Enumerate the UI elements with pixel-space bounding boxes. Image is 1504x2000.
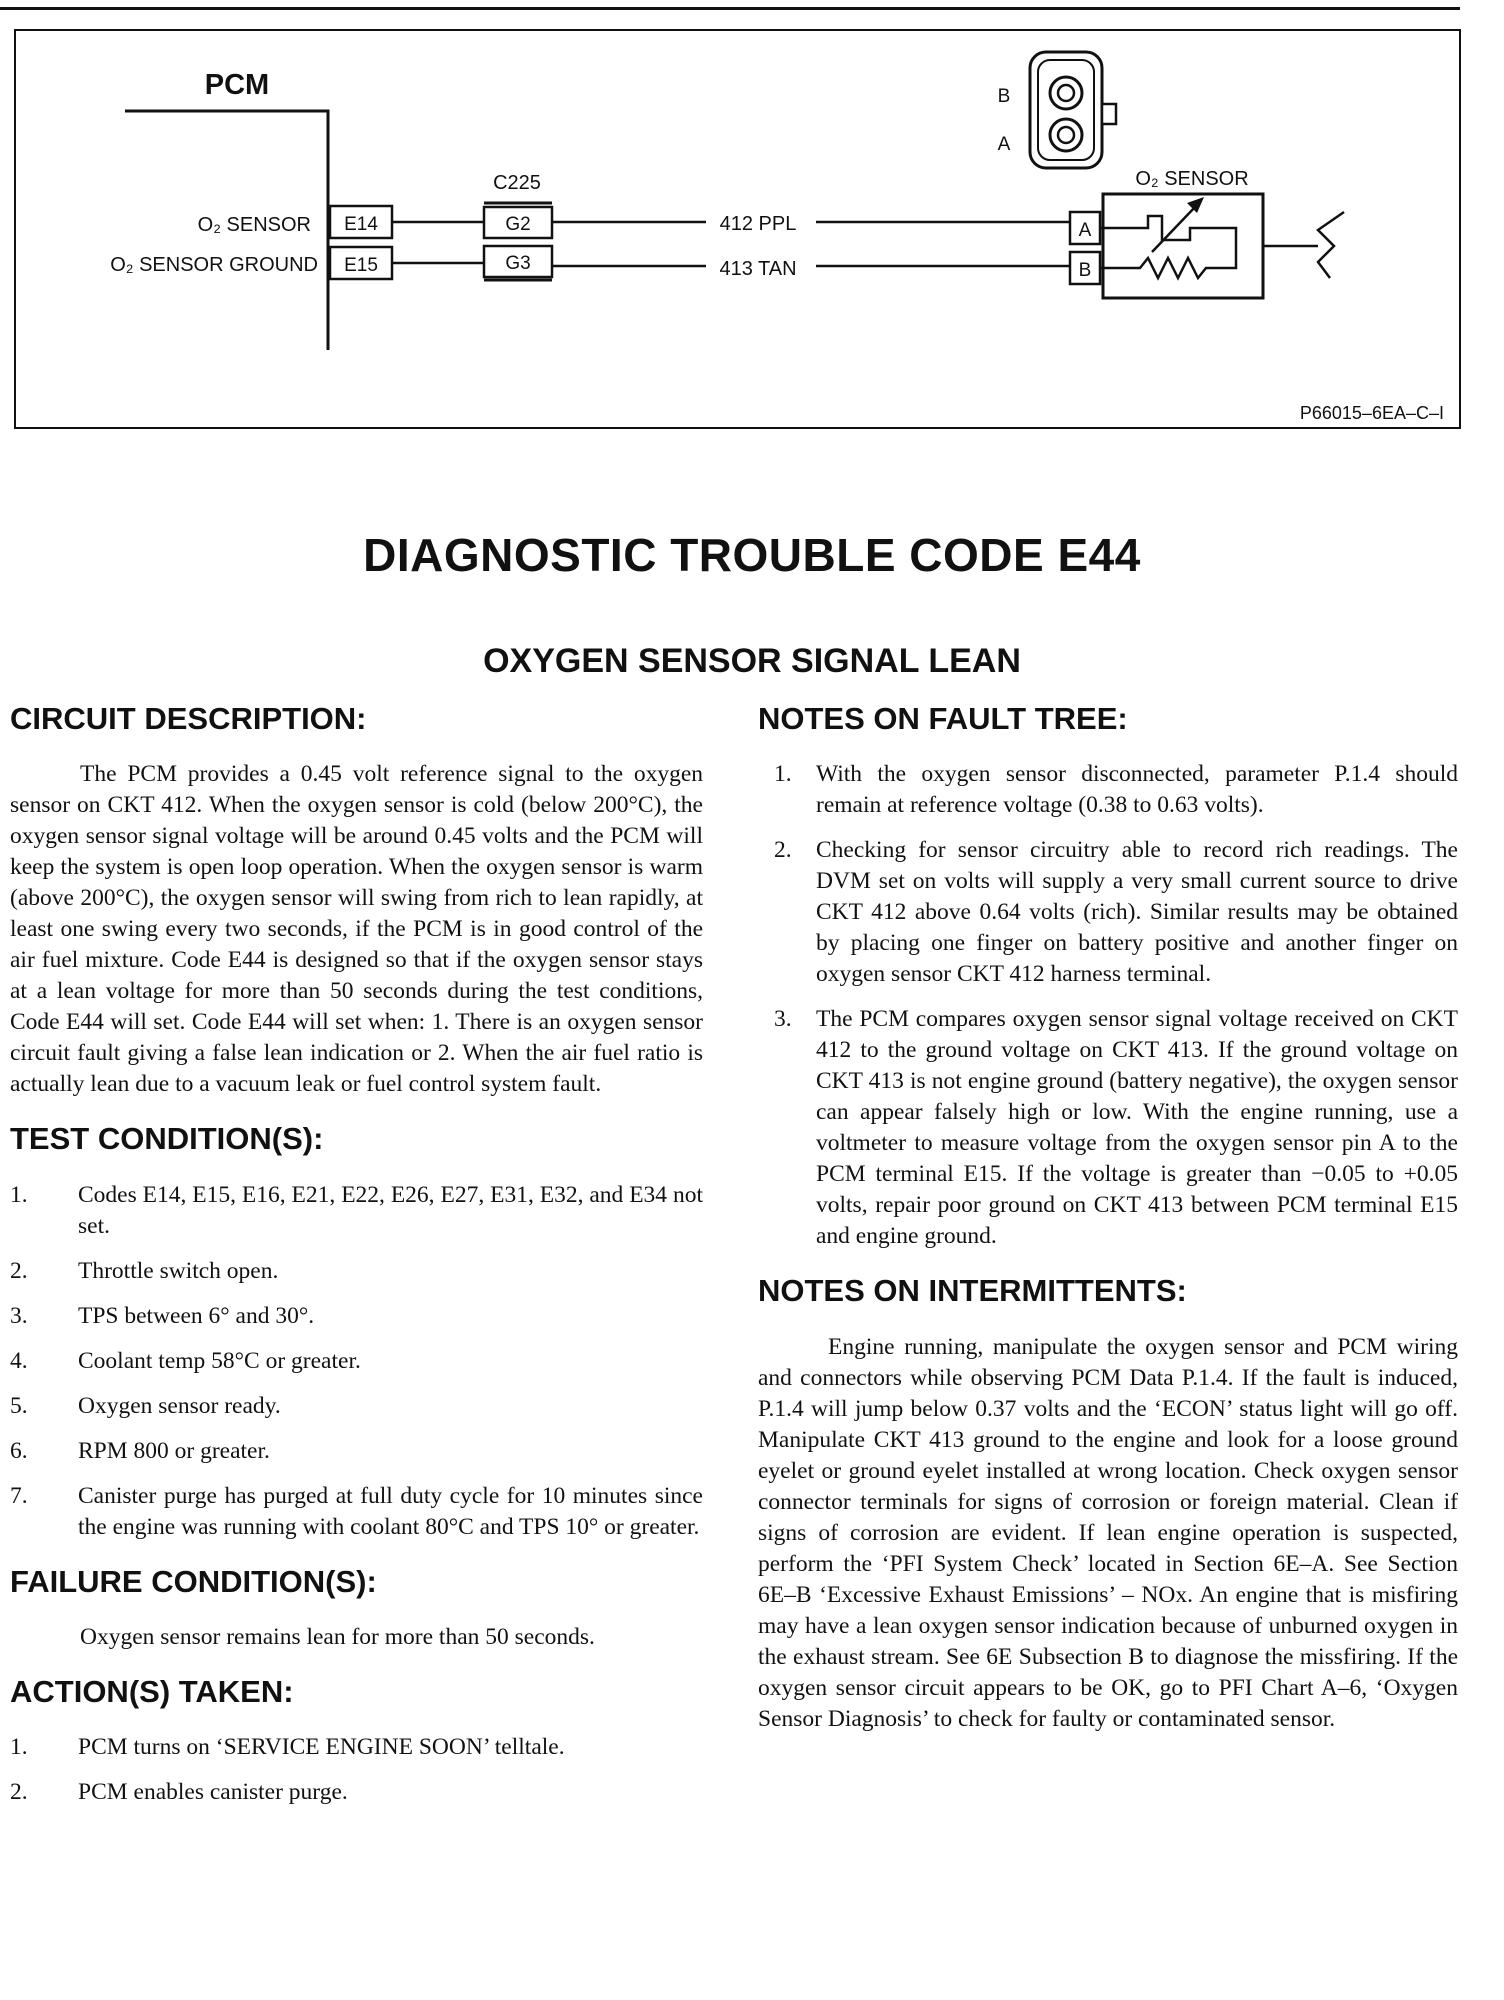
- list-item: 3. TPS between 6° and 30°.: [10, 1302, 315, 1329]
- plug-label-b: B: [997, 86, 1011, 107]
- list-item: 7. Canister purge has purged at full duty cycle for 10 minutes since the engine was running with coolant 80°C and TPS 10° or greater.: [10, 1482, 703, 1540]
- list-item: 2. Throttle switch open.: [10, 1257, 279, 1284]
- wiring-diagram: [0, 0, 1504, 440]
- notes-intermittents-heading: NOTES ON INTERMITTENTS:: [758, 1273, 1187, 1309]
- figure-id: P66015–6EA–C–I: [1299, 403, 1444, 423]
- failure-conditions-heading: FAILURE CONDITION(S):: [10, 1563, 377, 1599]
- pin-e15: E15: [344, 255, 378, 276]
- notes-fault-tree-heading: NOTES ON FAULT TREE:: [758, 701, 1128, 736]
- page-title: DIAGNOSTIC TROUBLE CODE E44: [363, 529, 1141, 581]
- list-item: 1. With the oxygen sensor disconnected, parameter P.1.4 should remain at reference voltage (0.38 to 0.63 volts).: [774, 761, 1458, 819]
- o2-sensor-ground-label: O₂ SENSOR GROUND: [110, 254, 318, 276]
- test-conditions-list: [10, 1180, 703, 1543]
- list-item: 2. Checking for sensor circuitry able to record rich readings. The DVM set on volts will supply a very small current source to drive CKT 412 above 0.64 volts (rich). Similar results may be obtained by placing one finger on battery positive and another finger on oxygen sensor CKT 412 harness terminal.: [774, 837, 1458, 988]
- list-item: 1. PCM turns on ‘SERVICE ENGINE SOON’ telltale.: [10, 1734, 565, 1761]
- sensor-pin-b: B: [1078, 260, 1092, 281]
- o2-sensor-signal-label: O₂ SENSOR: [197, 214, 311, 236]
- notes-fault-tree-list: [758, 759, 1458, 1252]
- list-item: 6. RPM 800 or greater.: [10, 1437, 270, 1464]
- plug-tab: [1102, 104, 1116, 124]
- left-column: [10, 700, 703, 1828]
- pcm-label: PCM: [204, 69, 270, 101]
- list-item: 5. Oxygen sensor ready.: [10, 1392, 281, 1419]
- sensor-pin-a: A: [1078, 220, 1092, 241]
- list-item: 4. Coolant temp 58°C or greater.: [10, 1347, 361, 1374]
- test-conditions-heading: TEST CONDITION(S):: [10, 1121, 324, 1157]
- actions-taken-list: [10, 1732, 703, 1808]
- list-item: 3. The PCM compares oxygen sensor signal voltage received on CKT 412 to the ground voltage on CKT 413. If the ground voltage on CKT 413 is not engine ground (battery negative), the oxygen sensor can appear falsely high or low. With the engine running, use a voltmeter to measure voltage from the oxygen sensor pin A to the PCM terminal E15. If the voltage is greater than −0.05 to +0.05 volts, repair poor ground on CKT 413 between PCM terminal E15 and engine ground.: [774, 1006, 1458, 1250]
- circuit-description-heading: CIRCUIT DESCRIPTION:: [10, 701, 367, 736]
- pin-g2: G2: [505, 214, 531, 235]
- o2-sensor-title: O₂ SENSOR: [1135, 168, 1249, 190]
- page-subtitle: OXYGEN SENSOR SIGNAL LEAN: [483, 642, 1021, 680]
- list-item: 1. Codes E14, E15, E16, E21, E22, E26, E27, E31, E32, and E34 not set.: [10, 1181, 703, 1239]
- pin-g3: G3: [505, 253, 531, 274]
- pin-e14: E14: [344, 214, 378, 235]
- notes-intermittents-text: Engine running, manipulate the oxygen sensor and PCM wiring and connectors while observing PCM Data P.1.4. If the fault is induced, P.1.4 will jump below 0.37 volts and the ‘ECON’ status light will go off. Manipulate CKT 413 ground to the engine and look for a loose ground eyelet or ground eyelet installed at wrong location. Check oxygen sensor connector terminals for signs of corrosion or foreign material. Clean if signs of corrosion are evident. If lean engine operation is suspected, perform the ‘PFI System Check’ located in Section 6E–A. See Section 6E–B ‘Excessive Exhaust Emissions’ – NOx. An engine that is misfiring may have a lean oxygen sensor indication because of unburned oxygen in the exhaust stream. See 6E Subsection B to diagnose the missfiring. If the oxygen sensor circuit appears to be OK, go to PFI Chart A–6, ‘Oxygen Sensor Diagnosis’ to check for faulty or contaminated sensor.: [758, 1333, 1458, 1732]
- wire-413-label: 413 TAN: [719, 258, 797, 280]
- actions-taken-heading: ACTION(S) TAKEN:: [10, 1673, 294, 1709]
- ground-symbol-icon: [1318, 212, 1344, 278]
- plug-label-a: A: [997, 134, 1011, 155]
- list-item: 2. PCM enables canister purge.: [10, 1779, 348, 1806]
- circuit-description-text: The PCM provides a 0.45 volt reference signal to the oxygen sensor on CKT 412. When the oxygen sensor is cold (below 200°C), the oxygen sensor signal voltage will be around 0.45 volts and the PCM will keep the system is open loop operation. When the oxygen sensor is warm (above 200°C), the oxygen sensor will swing from rich to lean rapidly, at least one swing every two seconds, if the PCM is in good control of the air fuel mixture. Code E44 is designed so that if the oxygen sensor stays at a lean voltage for more than 50 seconds during the test conditions, Code E44 will set. Code E44 will set when: 1. There is an oxygen sensor circuit fault giving a false lean indication or 2. When the air fuel ratio is actually lean due to a vacuum leak or fuel control system fault.: [10, 761, 703, 1098]
- o2-sensor-body: [1103, 194, 1263, 298]
- failure-conditions-text: Oxygen sensor remains lean for more than 50 seconds.: [80, 1623, 595, 1650]
- connector-c225-label: C225: [493, 172, 541, 194]
- right-column: [758, 700, 1458, 1755]
- wire-412-label: 412 PPL: [719, 213, 797, 235]
